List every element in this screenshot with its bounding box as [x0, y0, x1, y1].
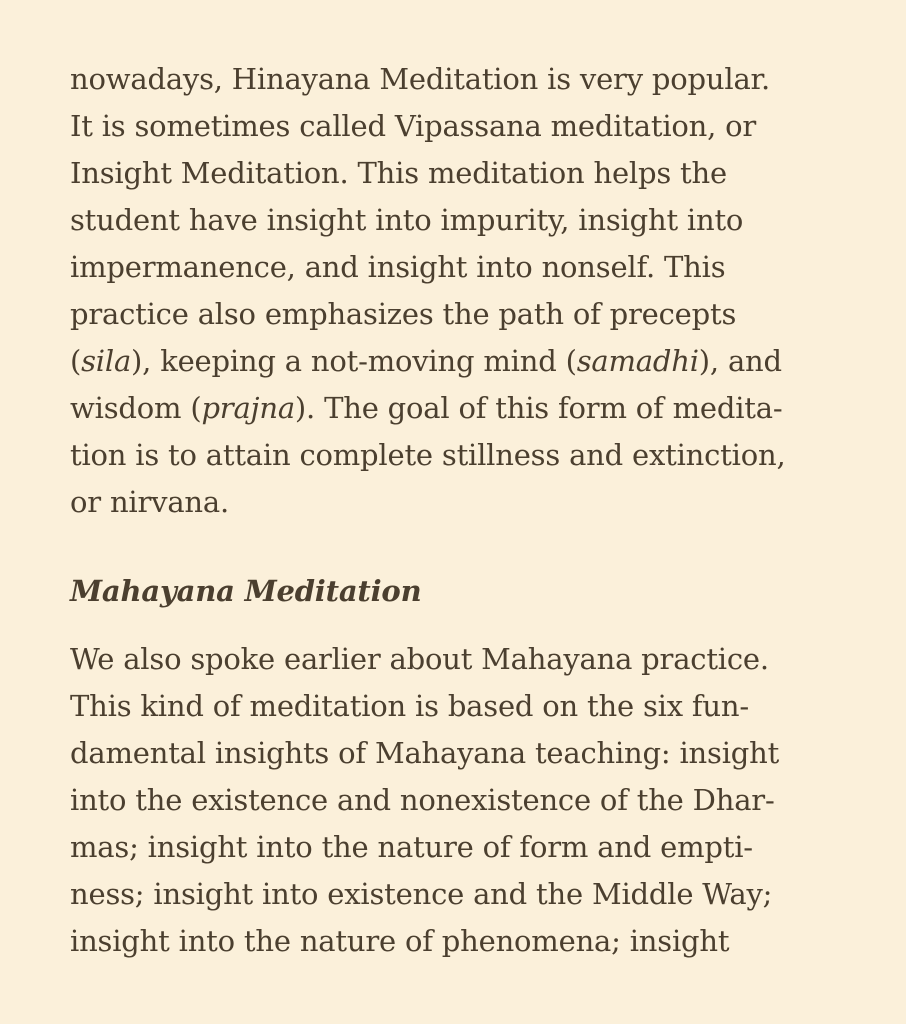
- text-line: or nirvana.: [70, 485, 230, 519]
- text-line: ness; insight into existence and the Middle Way;: [70, 877, 773, 911]
- text-fragment: ), keeping a not-moving mind (: [131, 344, 577, 378]
- paragraph-mahayana: [70, 636, 860, 965]
- text-line: student have insight into impurity, insight into: [70, 203, 744, 237]
- text-line: nowadays, Hinayana Meditation is very popular.: [70, 62, 771, 96]
- text-line: mas; insight into the nature of form and empti-: [70, 830, 753, 864]
- text-line: practice also emphasizes the path of precepts: [70, 297, 737, 331]
- term-sila: sila: [81, 344, 132, 378]
- text-line: damental insights of Mahayana teaching: insight: [70, 736, 780, 770]
- text-fragment: (: [70, 344, 82, 378]
- text-line: tion is to attain complete stillness and extinction,: [70, 438, 786, 472]
- text-line: It is sometimes called Vipassana meditation, or: [70, 109, 757, 143]
- text-line: insight into the nature of phenomena; insight: [70, 924, 730, 958]
- text-line: Insight Meditation. This meditation helps the: [70, 156, 727, 190]
- paragraph-hinayana: [70, 56, 860, 526]
- text-line: into the existence and nonexistence of the Dhar-: [70, 783, 775, 817]
- term-prajna: prajna: [201, 391, 295, 425]
- term-samadhi: samadhi: [576, 344, 699, 378]
- paragraph-text: [70, 56, 860, 526]
- text-fragment: ). The goal of this form of medita-: [294, 391, 783, 425]
- section-heading: Mahayana Meditation: [70, 574, 422, 608]
- paragraph-text: [70, 636, 860, 965]
- text-line: impermanence, and insight into nonself. This: [70, 250, 726, 284]
- text-fragment: wisdom (: [70, 391, 202, 425]
- text-line: This kind of meditation is based on the six fun-: [70, 689, 749, 723]
- text-line: [70, 385, 860, 432]
- text-line: [70, 338, 860, 385]
- text-line: We also spoke earlier about Mahayana practice.: [70, 642, 769, 676]
- text-fragment: ), and: [698, 344, 782, 378]
